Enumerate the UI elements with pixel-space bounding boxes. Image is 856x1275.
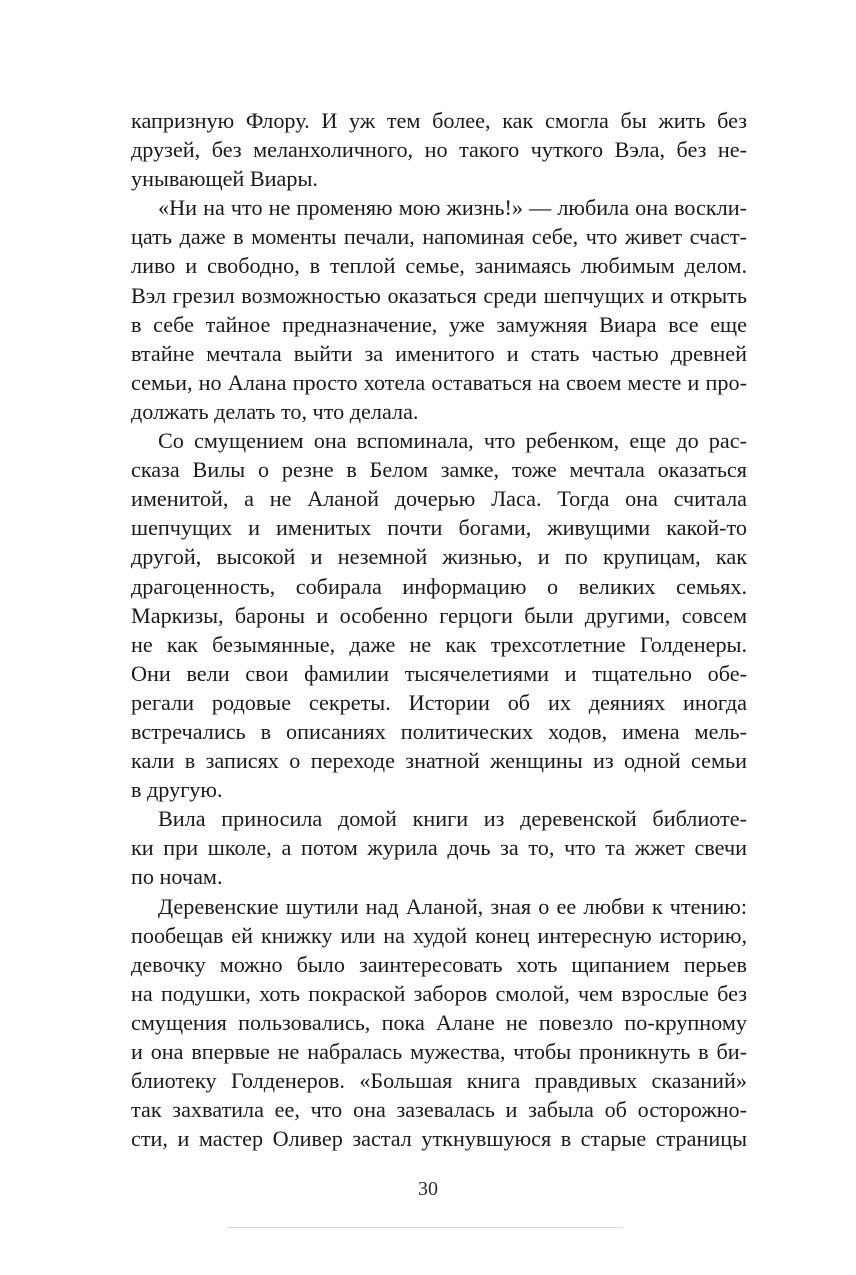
- text-line: семьи, но Алана просто хотела оставаться на своем месте и про-: [131, 369, 747, 395]
- text-line: должать делать то, что делала.: [131, 398, 419, 424]
- text-line: «Ни на что не променяю мою жизнь!» — любила она воскли-: [158, 195, 747, 221]
- text-line: в себе тайное предназначение, уже замужняя Виара все еще: [131, 311, 747, 337]
- text-line: в другую.: [131, 777, 223, 803]
- text-line: и она впервые не набралась мужества, чтобы проникнуть в би-: [131, 1039, 747, 1064]
- text-line: Деревенские шутили над Аланой, зная о ее любви к чтению:: [158, 893, 747, 919]
- text-line: смущения пользовались, пока Алане не повезло по-крупному: [131, 1009, 747, 1035]
- text-line: пообещав ей книжку или на худой конец интересную историю,: [131, 922, 747, 948]
- text-line: Они вели свои фамилии тысячелетиями и тщательно обе-: [131, 660, 747, 686]
- text-line: сказа Вилы о резне в Белом замке, тоже мечтала оказаться: [131, 457, 747, 483]
- text-line: Маркизы, бароны и особенно герцоги были другими, совсем: [131, 602, 747, 628]
- text-line: регали родовые секреты. Истории об их деяниях иногда: [131, 689, 747, 715]
- text-line: Вэл грезил возможностью оказаться среди шепчущих и открыть: [131, 282, 747, 308]
- text-line: именитой, а не Аланой дочерью Ласа. Тогда она считала: [131, 486, 747, 512]
- footer-divider: [227, 1227, 623, 1228]
- text-line: встречались в описаниях политических ходов, имена мель-: [131, 718, 747, 744]
- text-line: другой, высокой и неземной жизнью, и по крупицам, как: [131, 544, 747, 570]
- text-line: не как безымянные, даже не как трехсотлетние Голденеры.: [131, 631, 747, 657]
- text-line: так захватила ее, что она зазевалась и забыла об осторожно-: [131, 1097, 747, 1123]
- page-number: 30: [418, 1178, 438, 1200]
- text-line: драгоценность, собирала информацию о великих семьях.: [131, 573, 747, 599]
- text-line: блиотеку Голденеров. «Большая книга правдивых сказаний»: [131, 1068, 747, 1094]
- text-line: цать даже в моменты печали, напоминая себе, что живет счаст-: [131, 224, 747, 250]
- page-body: [131, 106, 747, 1153]
- text-line: ки при школе, а потом журила дочь за то, что та жжет свечи: [131, 835, 747, 861]
- text-line: кали в записях о переходе знатной женщины из одной семьи: [131, 748, 747, 774]
- text-line: по ночам.: [131, 864, 223, 890]
- text-line: Со смущением она вспоминала, что ребенком, еще до рас-: [158, 428, 747, 454]
- text-line: капризную Флору. И уж тем более, как смогла бы жить без: [131, 108, 747, 133]
- text-line: Вила приносила домой книги из деревенской библиоте-: [158, 806, 747, 832]
- text-line: друзей, без меланхоличного, но такого чуткого Вэла, без не-: [131, 137, 747, 163]
- text-line: на подушки, хоть покраской заборов смолой, чем взрослые без: [131, 980, 747, 1006]
- text-line: сти, и мастер Оливер застал уткнувшуюся в старые страницы: [131, 1126, 747, 1152]
- text-line: ливо и свободно, в теплой семье, занимаясь любимым делом.: [131, 253, 747, 279]
- text-line: девочку можно было заинтересовать хоть щипанием перьев: [131, 951, 747, 977]
- text-line: унывающей Виары.: [131, 166, 318, 192]
- text-line: шепчущих и именитых почти богами, живущими какой-то: [131, 515, 747, 541]
- text-line: втайне мечтала выйти за именитого и стать частью древней: [131, 340, 747, 366]
